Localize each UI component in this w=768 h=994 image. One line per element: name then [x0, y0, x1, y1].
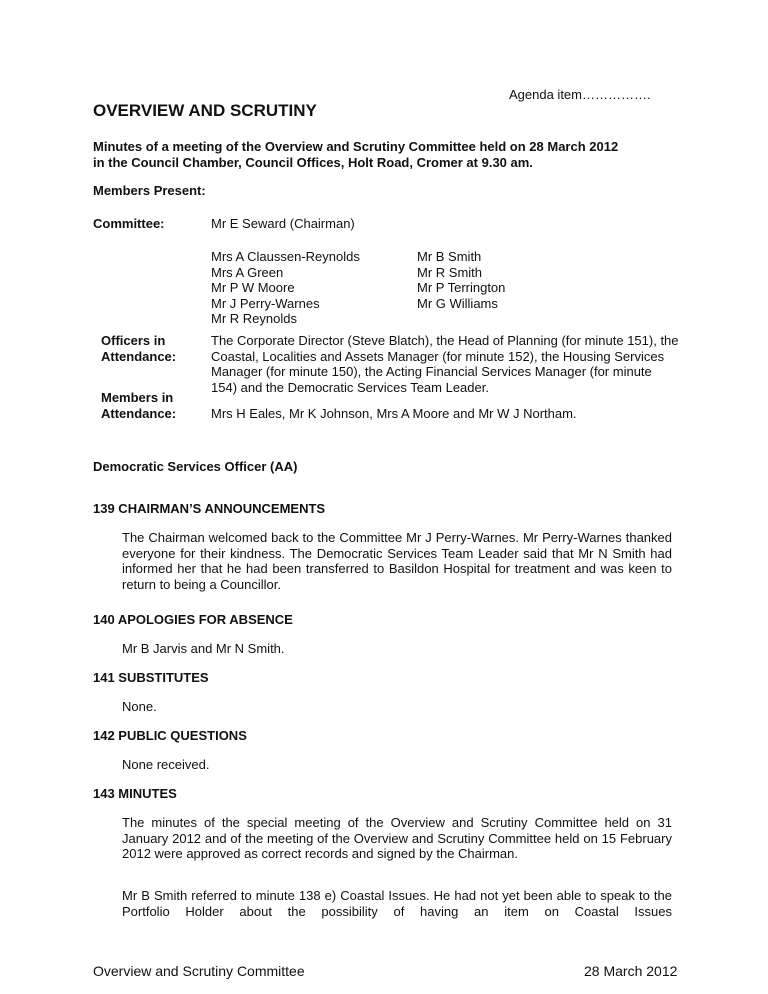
- dso: Democratic Services Officer (AA): [93, 459, 298, 474]
- member: Mr R Smith: [417, 264, 482, 280]
- footer-left: Overview and Scrutiny Committee: [93, 963, 305, 979]
- footer-right: 28 March 2012: [584, 963, 678, 979]
- member: Mr R Reynolds: [211, 311, 297, 327]
- section-paragraph: None received.: [122, 757, 210, 772]
- committee-col2: [417, 249, 505, 311]
- member: Mr G Williams: [417, 295, 498, 311]
- member: Mrs A Green: [211, 264, 284, 280]
- officers-label: Officers in Attendance:: [101, 333, 177, 364]
- agenda-item: Agenda item…………….: [509, 87, 651, 102]
- section-paragraph: The Chairman welcomed back to the Committee Mr J Perry-Warnes. Mr Perry-Warnes thanked everyone for their kindness. The Democratic Services Team Leader said that Mr N Smith had informed her that he had been transferred to Basildon Hospital for treatment and was keen to return to being a Councillor.: [122, 530, 672, 592]
- section-paragraph: Mr B Jarvis and Mr N Smith.: [122, 641, 285, 656]
- page-title: OVERVIEW AND SCRUTINY: [93, 101, 317, 120]
- section-heading: 139 CHAIRMAN’S ANNOUNCEMENTS: [93, 501, 326, 516]
- officers-text: The Corporate Director (Steve Blatch), the Head of Planning (for minute 151), the Coastal, Localities and Assets Manager (for minute 152), the Housing Services Manager (for minute 150), the Acting Financial Services Manager (for minute 154) and the Democratic Services Team Leader.: [211, 333, 679, 395]
- member: Mr P Terrington: [417, 280, 506, 296]
- section-heading: 142 PUBLIC QUESTIONS: [93, 728, 247, 743]
- section-paragraph: Mr B Smith referred to minute 138 e) Coastal Issues. He had not yet been able to speak to the Portfolio Holder about the possibility of having an item on Coastal Issues: [122, 888, 672, 919]
- section-heading: 141 SUBSTITUTES: [93, 670, 209, 685]
- member: Mr J Perry-Warnes: [211, 295, 320, 311]
- member: Mrs A Claussen-Reynolds: [211, 249, 360, 264]
- section-paragraph: None.: [122, 699, 157, 714]
- member: Mr P W Moore: [211, 280, 295, 296]
- section-paragraph: The minutes of the special meeting of the Overview and Scrutiny Committee held on 31 January 2012 and of the meeting of the Overview and Scrutiny Committee held on 15 February 2012 were approved as correct records and signed by the Chairman.: [122, 815, 672, 862]
- committee-col1: [211, 249, 360, 327]
- members-attendance-text: Mrs H Eales, Mr K Johnson, Mrs A Moore and Mr W J Northam.: [211, 406, 577, 421]
- member: Mr B Smith: [417, 249, 482, 264]
- members-attendance-label: Members in Attendance:: [101, 390, 177, 421]
- section-heading: 140 APOLOGIES FOR ABSENCE: [93, 612, 293, 627]
- intro-line-2: in the Council Chamber, Council Offices, Holt Road, Cromer at 9.30 am.: [93, 155, 533, 170]
- intro-line-1: Minutes of a meeting of the Overview and Scrutiny Committee held on 28 March 2012: [93, 139, 619, 154]
- committee-label: Committee:: [93, 216, 165, 231]
- committee-chairman: Mr E Seward (Chairman): [211, 216, 355, 231]
- members-present-label: Members Present:: [93, 183, 206, 198]
- section-heading: 143 MINUTES: [93, 786, 177, 801]
